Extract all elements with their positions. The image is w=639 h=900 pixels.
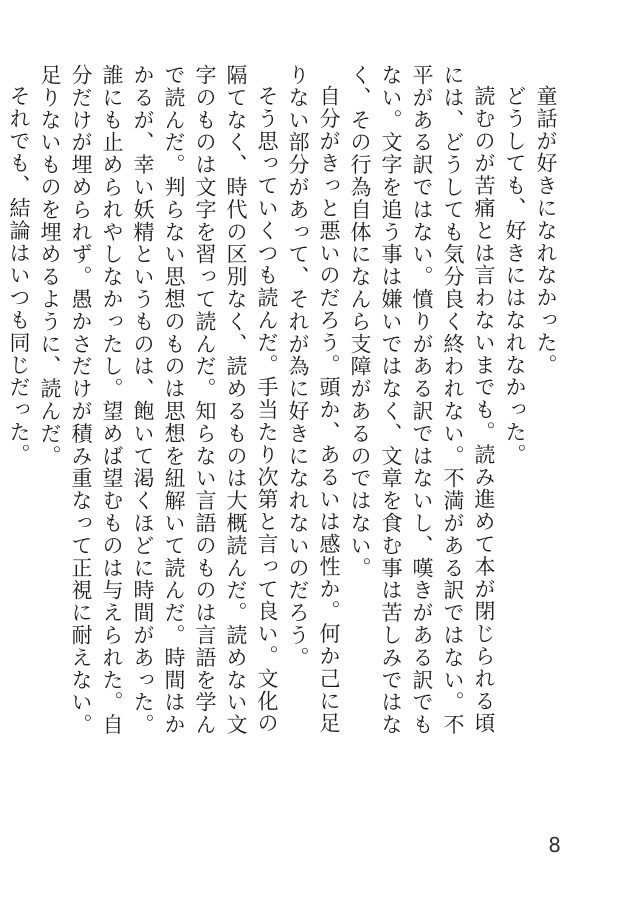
page-number: 8 — [548, 833, 561, 857]
paragraph: そう思っていくつも読んだ。手当たり次第と言って良い。文化の隔てなく、時代の区別なく、読めるものは大概読んだ。読めない文字のものは文字を習って読んだ。知らない言語のものは言語を学んで読んだ。判らない思想のものは思想を紐解いて読んだ。時間はかかるが、幸い妖精というものは、飽いて渇くほどに時間があった。誰にも止められやしなかったし。望めば望むものは与えられた。自分だけが埋められず。愚かさだけが積み重なって正視に耐えない。足りないものを埋めるように、読んだ。 — [38, 64, 279, 736]
paragraph: それでも、結論はいつも同じだった。 — [7, 85, 31, 466]
paragraph: 自分がきっと悪いのだろう。頭か、あるいは感性か。何か己に足りない部分があって、それが為に好きになれないのだろう。 — [286, 64, 341, 735]
paragraph: 読むのが苦痛とは言わないまでも。読み進めて本が閉じられる頃には、どうしても気分良く終われない。不満がある訳ではない。不平がある訳ではない。憤りがある訳ではないし、嘆きがある訳でもない。文字を追う事は嫌いではなく、文章を食む事は苦しみではなく、その行為自体になんら支障があるのではない。 — [348, 64, 496, 736]
vertical-text-body — [3, 64, 561, 754]
paragraph: 童話が好きになれなかった。 — [534, 85, 558, 377]
paragraph: どうしても、好きにはなれなかった。 — [503, 85, 527, 466]
